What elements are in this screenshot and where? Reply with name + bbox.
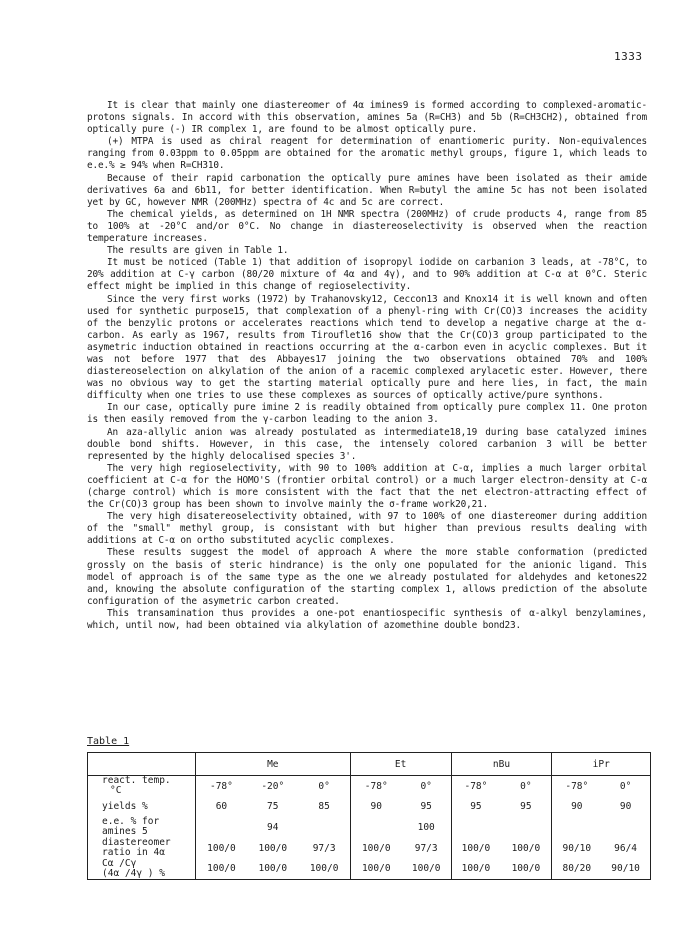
row-label — [88, 859, 196, 880]
row-label-line: ratio in 4α — [102, 847, 165, 859]
table-cell: 100/0 — [195, 859, 247, 880]
paragraph-6: It must be noticed (Table 1) that addition of isopropyl iodide on carbanion 3 leads, at -78°C, to 20% addition at C-γ carbon (80/20 mixture of 4α and 4γ), and to 90% addition at C-α at 0°C. Steric effect might be implied in this change of regioselectivity. — [87, 257, 647, 293]
table-title: Table 1 — [87, 736, 130, 747]
table-cell: 60 — [195, 796, 247, 817]
table-corner-cell — [88, 753, 196, 776]
row-label — [88, 796, 196, 817]
column-header-me: Me — [195, 753, 350, 776]
table-cell — [552, 817, 601, 838]
table-cell — [195, 817, 247, 838]
table-cell: 100/0 — [511, 863, 541, 875]
table-cell: 100/0 — [258, 842, 288, 854]
paragraph-4: The chemical yields, as determined on 1H NMR spectra (200MHz) of crude products 4, range from 85 to 100% at -20°C and/or 0°C. No change in diastereoselectivity is observed when the reaction temperature increases. — [87, 208, 647, 245]
table-cell: 95 — [451, 796, 500, 817]
table-cell: 0° — [619, 780, 632, 792]
column-header-et: Et — [350, 753, 451, 776]
table-cell: 85 — [318, 801, 330, 813]
paragraph-8: In our case, optically pure imine 2 is readily obtained from optically pure complex 11. One proton is then easily removed from the γ-carbon leading to the anion 3. — [87, 402, 647, 426]
table-cell: 0° — [520, 780, 532, 792]
paragraph-9: An aza-allylic anion was already postulated as intermediate18,19 during base catalyzed imines double bond shifts. However, in this case, the intensely colored carbanion 3 will be better represented by the highly delocalised species 3'. — [87, 426, 647, 462]
table-cell: 90 — [619, 801, 632, 813]
table-body — [88, 776, 651, 880]
table-cell: 100/0 — [350, 838, 402, 859]
paragraph-10: The very high regioselectivity, with 90 to 100% addition at C-α, implies a much larger orbital coefficient at C-α for the HOMO'S (frontier orbital control) or a much larger electron-density at C-α (charge control) which is more consistent with the fact that the net electron-attracting effect of the Cr(CO)3 group has been shown to involve mainly the σ-frame work20,21. — [87, 462, 647, 511]
table-row — [88, 838, 651, 859]
table-cell: 100/0 — [411, 863, 441, 875]
table-cell: -78° — [195, 776, 247, 797]
row-label-line: react. temp. — [102, 775, 171, 787]
table-cell: 100/0 — [451, 838, 500, 859]
table-cell: 75 — [267, 801, 279, 813]
row-label-line: e.e. % for — [102, 816, 160, 828]
paragraph-7: Since the very first works (1972) by Trahanovsky12, Ceccon13 and Knox14 it is well known and often used for synthetic purpose15, that complexation of a phenyl-ring with Cr(CO)3 increases the acidity of the benzylic protons or accelerates reactions which tend to develop a negative charge at the α-carbon. As early as 1967, results from Tirouflet16 show that the Cr(CO)3 group participated to the asymetric induction obtained in reactions occurring at the α-carbon even in acyclic complexes. But it was not before 1977 that des Abbayes17 joining the two observations obtained 70% and 100% diastereoselection on alkylation of the anion of a racemic complexed arylacetic ester. However, there was no obvious way to get the starting material optically pure and here lies, in fact, the main difficulty when one tries to use these complexes as sources of optically active/pure synthons. — [87, 293, 647, 402]
table-cell: 95 — [520, 801, 532, 813]
page-number: 1333 — [614, 50, 643, 63]
table-header-row — [88, 753, 651, 776]
row-label — [88, 817, 196, 838]
table-cell: -78° — [552, 776, 601, 797]
table-row — [88, 859, 651, 880]
paragraph-13: This transamination thus provides a one-pot enantiospecific synthesis of α-alkyl benzylamines, which, until now, had been obtained via alkylation of azomethine double bond23. — [87, 607, 647, 632]
paragraph-12: These results suggest the model of approach A where the more stable conformation (predicted grossly on the basis of steric hindrance) is the only one populated for the anionic ligand. This model of approach is of the same type as the one we already postulated for aldehydes and ketones22 and, knowing the absolute configuration of the starting complex 1, allows prediction of the absolute configuration of the asymetric carbon created. — [87, 547, 647, 607]
row-label-line: diastereomer — [102, 837, 171, 849]
table-cell: 90 — [350, 796, 402, 817]
row-label-line: Cα /Cγ — [102, 857, 137, 869]
table-cell: 100/0 — [350, 859, 402, 880]
paragraph-3: Because of their rapid carbonation the optically pure amines have been isolated as their amide derivatives 6a and 6b11, for better identification. When R=butyl the amine 5c has not been isolated yet by GC, however NMR (200MHz) spectra of 4c and 5c are correct. — [87, 172, 647, 208]
table-cell: 100/0 — [195, 838, 247, 859]
table-cell: 94 — [267, 821, 279, 833]
row-label-line: amines 5 — [102, 826, 148, 838]
table-cell: 100/0 — [511, 842, 541, 854]
table-cell: 90 — [552, 796, 601, 817]
table-cell: 100/0 — [309, 863, 339, 875]
row-label-line: yields % — [102, 800, 148, 812]
table-cell — [451, 817, 500, 838]
table-cell — [500, 817, 552, 838]
row-label — [88, 776, 196, 797]
paragraph-11: The very high disatereoselectivity obtained, with 97 to 100% of one diastereomer during addition of the "small" methyl group, is consistant with but higher than previous results dealing with additions at C-α on ortho substituted acyclic complexes. — [87, 511, 647, 547]
table-cell: 96/4 — [614, 842, 638, 854]
table-row — [88, 796, 651, 817]
table-row — [88, 776, 651, 797]
table-cell: -78° — [350, 776, 402, 797]
row-label — [88, 838, 196, 859]
table-cell: 100/0 — [451, 859, 500, 880]
table-cell: 95 — [420, 801, 432, 813]
table-row — [88, 817, 651, 838]
table-cell: 90/10 — [611, 863, 640, 875]
table-cell: 97/3 — [312, 842, 336, 854]
table-cell: -20° — [261, 780, 285, 792]
paragraph-2: (+) MTPA is used as chiral reagent for determination of enantiomeric purity. Non-equivalences ranging from 0.03ppm to 0.05ppm are obtained for the aromatic methyl groups, figure 1, which leads to e.e.% ≥ 94% when R=CH310. — [87, 136, 647, 172]
table-cell: 0° — [420, 780, 432, 792]
table-cell: 0° — [318, 780, 330, 792]
table-cell: 90/10 — [552, 838, 601, 859]
table-cell: 97/3 — [414, 842, 438, 854]
paragraph-1: It is clear that mainly one diastereomer of 4α imines9 is formed according to complexed-aromatic-protons signals. In accord with this observation, amines 5a (R=CH3) and 5b (R=CH3CH2), obtained from optically pure (-) IR complex 1, are found to be almost optically pure. — [87, 100, 647, 136]
table-cell — [601, 817, 650, 838]
table-cell — [350, 817, 402, 838]
column-header-nbu: nBu — [451, 753, 552, 776]
table-cell: 100/0 — [258, 863, 288, 875]
table-cell: 100 — [417, 821, 435, 833]
table-cell: 80/20 — [552, 859, 601, 880]
column-header-ipr: iPr — [552, 753, 651, 776]
results-table — [87, 752, 651, 880]
row-label-line: (4α /4γ ) % — [102, 867, 165, 879]
table-cell: -78° — [451, 776, 500, 797]
row-label-line: °C — [110, 785, 122, 797]
table-cell — [299, 817, 351, 838]
paragraph-5: The results are given in Table 1. — [107, 245, 289, 257]
article-body — [87, 100, 647, 632]
